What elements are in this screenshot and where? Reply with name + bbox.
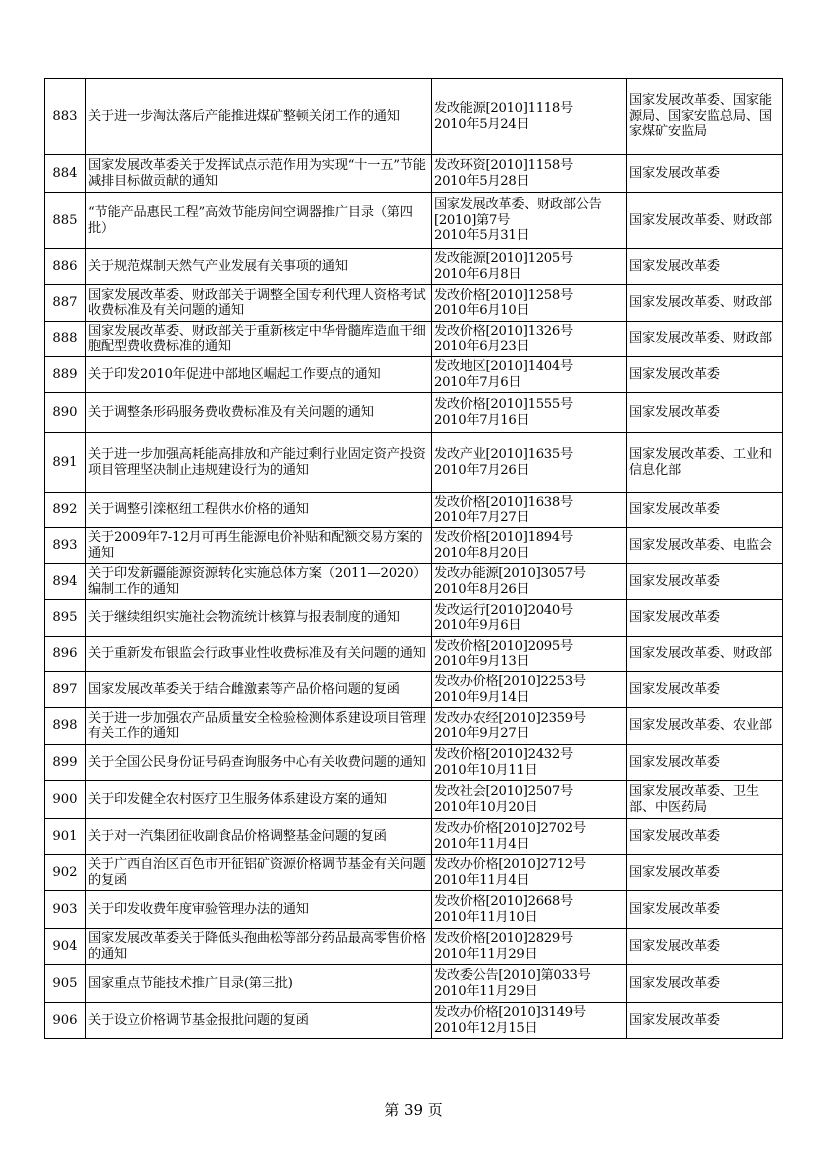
document-number-cell	[432, 708, 627, 745]
issuing-agency: 国家发展改革委	[627, 249, 783, 285]
row-number: 898	[45, 708, 86, 745]
document-title: 国家重点节能技术推广目录(第三批)	[86, 965, 432, 1003]
document-number: 发改地区[2010]1404号	[434, 359, 573, 374]
document-title: 关于设立价格调节基金报批问题的复函	[86, 1003, 432, 1039]
row-number: 894	[45, 564, 86, 600]
document-number-cell	[432, 781, 627, 819]
issue-date: 2010年10月20日	[434, 799, 538, 815]
document-number: 发改办能源[2010]3057号	[434, 566, 586, 581]
table-row	[45, 855, 783, 891]
document-number-cell	[432, 193, 627, 249]
document-title: 关于印发收费年度审验管理办法的通知	[86, 891, 432, 929]
document-title: 关于调整引滦枢纽工程供水价格的通知	[86, 493, 432, 528]
issuing-agency: 国家发展改革委、国家能源局、国家安监总局、国家煤矿安监局	[627, 79, 783, 155]
issuing-agency: 国家发展改革委	[627, 819, 783, 855]
issue-date: 2010年7月6日	[434, 374, 522, 390]
document-number-cell	[432, 493, 627, 528]
row-number: 901	[45, 819, 86, 855]
row-number: 906	[45, 1003, 86, 1039]
document-number: 发改价格[2010]2432号	[434, 747, 573, 762]
document-title: 关于印发新疆能源资源转化实施总体方案（2011—2020）编制工作的通知	[86, 564, 432, 600]
document-number-cell	[432, 528, 627, 564]
issuing-agency: 国家发展改革委、财政部	[627, 285, 783, 322]
document-title: “节能产品惠民工程”高效节能房间空调器推广目录（第四批）	[86, 193, 432, 249]
row-number: 891	[45, 433, 86, 493]
row-number: 899	[45, 745, 86, 781]
row-number: 887	[45, 285, 86, 322]
document-number-cell	[432, 322, 627, 357]
document-number: 发改运行[2010]2040号	[434, 602, 573, 618]
document-number: 发改价格[2010]1258号	[434, 287, 573, 303]
document-title: 关于印发健全农村医疗卫生服务体系建设方案的通知	[86, 781, 432, 819]
row-number: 892	[45, 493, 86, 528]
page-number: 第 39 页	[384, 1101, 443, 1119]
table-row	[45, 528, 783, 564]
table-row	[45, 193, 783, 249]
table-row	[45, 672, 783, 708]
row-number: 902	[45, 855, 86, 891]
row-number: 886	[45, 249, 86, 285]
document-number-cell	[432, 745, 627, 781]
document-number-cell	[432, 637, 627, 672]
table-row	[45, 393, 783, 433]
issue-date: 2010年8月26日	[434, 581, 530, 597]
document-title: 关于调整条形码服务费收费标准及有关问题的通知	[86, 393, 432, 433]
document-number-cell	[432, 155, 627, 193]
table-row	[45, 600, 783, 637]
document-number: 发改委公告[2010]第033号	[434, 968, 591, 983]
issuing-agency: 国家发展改革委	[627, 855, 783, 891]
document-title: 国家发展改革委、财政部关于调整全国专利代理人资格考试收费标准及有关问题的通知	[86, 285, 432, 322]
document-number: 发改价格[2010]1555号	[434, 397, 573, 412]
issue-date: 2010年7月27日	[434, 510, 530, 525]
document-number-cell	[432, 819, 627, 855]
issuing-agency: 国家发展改革委、财政部	[627, 193, 783, 249]
table-body	[45, 79, 783, 1039]
document-number-cell	[432, 249, 627, 285]
row-number: 883	[45, 79, 86, 155]
table-row	[45, 637, 783, 672]
row-number: 885	[45, 193, 86, 249]
issue-date: 2010年11月29日	[434, 983, 538, 999]
table-row	[45, 781, 783, 819]
issuing-agency: 国家发展改革委	[627, 672, 783, 708]
issuing-agency: 国家发展改革委	[627, 393, 783, 433]
document-title: 关于全国公民身份证号码查询服务中心有关收费问题的通知	[86, 745, 432, 781]
issuing-agency: 国家发展改革委	[627, 965, 783, 1003]
document-title: 关于继续组织实施社会物流统计核算与报表制度的通知	[86, 600, 432, 637]
table-row	[45, 493, 783, 528]
document-title: 国家发展改革委关于发挥试点示范作用为实现“十一五”节能减排目标做贡献的通知	[86, 155, 432, 193]
document-title: 关于印发2010年促进中部地区崛起工作要点的通知	[86, 357, 432, 393]
table-row	[45, 285, 783, 322]
table-row	[45, 322, 783, 357]
issue-date: 2010年5月31日	[434, 228, 530, 244]
table-row	[45, 357, 783, 393]
issue-date: 2010年9月14日	[434, 689, 530, 705]
issue-date: 2010年8月20日	[434, 545, 530, 561]
issue-date: 2010年7月16日	[434, 412, 530, 428]
document-title: 关于重新发布银监会行政事业性收费标准及有关问题的通知	[86, 637, 432, 672]
issue-date: 2010年9月6日	[434, 618, 522, 633]
row-number: 893	[45, 528, 86, 564]
document-title: 关于广西自治区百色市开征铝矿资源价格调节基金有关问题的复函	[86, 855, 432, 891]
document-title: 国家发展改革委关于降低头孢曲松等部分药品最高零售价格的通知	[86, 929, 432, 965]
table-row	[45, 1003, 783, 1039]
document-number-cell	[432, 600, 627, 637]
document-number: 发改办农经[2010]2359号	[434, 710, 586, 726]
issuing-agency: 国家发展改革委	[627, 745, 783, 781]
issuing-agency: 国家发展改革委	[627, 1003, 783, 1039]
issuing-agency: 国家发展改革委	[627, 929, 783, 965]
issue-date: 2010年6月10日	[434, 303, 530, 318]
document-number: 国家发展改革委、财政部公告[2010]第7号	[434, 197, 602, 228]
issuing-agency: 国家发展改革委、农业部	[627, 708, 783, 745]
row-number: 900	[45, 781, 86, 819]
table-row	[45, 79, 783, 155]
document-number-cell	[432, 393, 627, 433]
table-row	[45, 433, 783, 493]
issuing-agency: 国家发展改革委	[627, 155, 783, 193]
document-number-cell	[432, 855, 627, 891]
row-number: 896	[45, 637, 86, 672]
issue-date: 2010年11月29日	[434, 946, 538, 962]
document-number: 发改价格[2010]2829号	[434, 931, 573, 946]
table-row	[45, 745, 783, 781]
document-number: 发改办价格[2010]3149号	[434, 1005, 586, 1020]
issuing-agency: 国家发展改革委	[627, 600, 783, 637]
issue-date: 2010年12月15日	[434, 1020, 538, 1036]
issuing-agency: 国家发展改革委	[627, 564, 783, 600]
document-table	[44, 78, 783, 1039]
issue-date: 2010年9月13日	[434, 654, 530, 669]
table-row	[45, 965, 783, 1003]
issue-date: 2010年6月8日	[434, 266, 522, 282]
issue-date: 2010年5月24日	[434, 116, 530, 132]
document-title: 关于进一步加强高耗能高排放和产能过剩行业固定资产投资项目管理坚决制止违规建设行为的通知	[86, 433, 432, 493]
document-number-cell	[432, 564, 627, 600]
row-number: 895	[45, 600, 86, 637]
issuing-agency: 国家发展改革委、工业和信息化部	[627, 433, 783, 493]
document-number-cell	[432, 965, 627, 1003]
document-number: 发改办价格[2010]2702号	[434, 821, 586, 836]
table-row	[45, 249, 783, 285]
table-row	[45, 708, 783, 745]
issue-date: 2010年11月10日	[434, 909, 538, 925]
document-number-cell	[432, 672, 627, 708]
document-title: 国家发展改革委关于结合雌激素等产品价格问题的复函	[86, 672, 432, 708]
row-number: 884	[45, 155, 86, 193]
document-number-cell	[432, 891, 627, 929]
issue-date: 2010年11月4日	[434, 836, 530, 852]
document-number: 发改社会[2010]2507号	[434, 784, 573, 799]
document-number-cell	[432, 285, 627, 322]
document-title: 关于规范煤制天然气产业发展有关事项的通知	[86, 249, 432, 285]
row-number: 897	[45, 672, 86, 708]
row-number: 905	[45, 965, 86, 1003]
document-number: 发改办价格[2010]2712号	[434, 857, 586, 872]
issue-date: 2010年5月28日	[434, 173, 530, 189]
document-number: 发改价格[2010]1894号	[434, 530, 573, 545]
issuing-agency: 国家发展改革委、电监会	[627, 528, 783, 564]
issuing-agency: 国家发展改革委	[627, 357, 783, 393]
table-row	[45, 891, 783, 929]
document-title: 关于2009年7-12月可再生能源电价补贴和配额交易方案的通知	[86, 528, 432, 564]
row-number: 904	[45, 929, 86, 965]
row-number: 903	[45, 891, 86, 929]
document-number-cell	[432, 1003, 627, 1039]
table-row	[45, 155, 783, 193]
document-title: 国家发展改革委、财政部关于重新核定中华骨髓库造血干细胞配型费收费标准的通知	[86, 322, 432, 357]
issue-date: 2010年10月11日	[434, 762, 538, 778]
issuing-agency: 国家发展改革委	[627, 493, 783, 528]
document-number: 发改环资[2010]1158号	[434, 158, 573, 173]
document-number: 发改产业[2010]1635号	[434, 447, 573, 462]
document-title: 关于进一步淘汰落后产能推进煤矿整顿关闭工作的通知	[86, 79, 432, 155]
document-number: 发改价格[2010]1638号	[434, 494, 573, 510]
document-number-cell	[432, 433, 627, 493]
document-number: 发改价格[2010]2095号	[434, 638, 573, 654]
document-title: 关于对一汽集团征收副食品价格调整基金问题的复函	[86, 819, 432, 855]
table-row	[45, 564, 783, 600]
document-number: 发改价格[2010]2668号	[434, 894, 573, 909]
table-row	[45, 929, 783, 965]
issuing-agency: 国家发展改革委、财政部	[627, 637, 783, 672]
issue-date: 2010年11月4日	[434, 872, 530, 888]
document-number: 发改能源[2010]1118号	[434, 101, 573, 116]
row-number: 889	[45, 357, 86, 393]
issuing-agency: 国家发展改革委	[627, 891, 783, 929]
document-number: 发改价格[2010]1326号	[434, 323, 573, 339]
document-number-cell	[432, 79, 627, 155]
issuing-agency: 国家发展改革委、财政部	[627, 322, 783, 357]
document-number: 发改能源[2010]1205号	[434, 251, 573, 266]
issue-date: 2010年6月23日	[434, 339, 530, 354]
document-title: 关于进一步加强农产品质量安全检验检测体系建设项目管理有关工作的通知	[86, 708, 432, 745]
issue-date: 2010年9月27日	[434, 726, 530, 741]
issuing-agency: 国家发展改革委、卫生部、中医药局	[627, 781, 783, 819]
document-number-cell	[432, 357, 627, 393]
issue-date: 2010年7月26日	[434, 462, 530, 478]
document-number: 发改办价格[2010]2253号	[434, 674, 586, 689]
document-number-cell	[432, 929, 627, 965]
table-row	[45, 819, 783, 855]
row-number: 890	[45, 393, 86, 433]
row-number: 888	[45, 322, 86, 357]
